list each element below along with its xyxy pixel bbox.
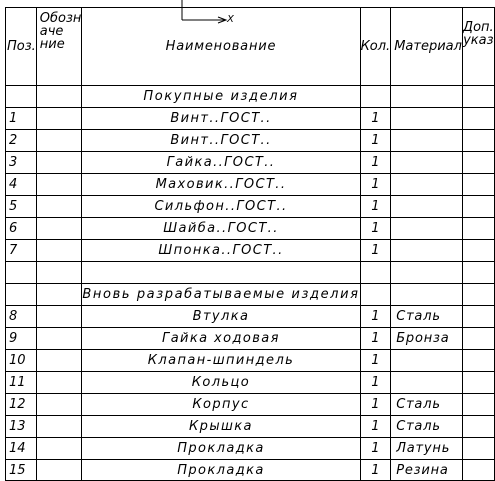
row-name: Кольцо — [82, 372, 360, 394]
row-name: Прокладка — [82, 460, 360, 481]
row-position: 4 — [6, 174, 37, 196]
row-extra-notes — [462, 174, 494, 196]
section-title-purchased: Покупные изделия — [82, 86, 360, 108]
row-position: 2 — [6, 130, 37, 152]
row-position: 6 — [6, 218, 37, 240]
row-quantity: 1 — [360, 328, 391, 350]
row-extra-notes — [462, 306, 494, 328]
row-quantity: 1 — [360, 416, 391, 438]
row-quantity: 1 — [360, 152, 391, 174]
row-position: 1 — [6, 108, 37, 130]
row-name: Винт..ГОСТ.. — [82, 108, 360, 130]
row-quantity: 1 — [360, 196, 391, 218]
row-extra-notes — [462, 218, 494, 240]
row-designation — [36, 108, 82, 130]
row-position: 13 — [6, 416, 37, 438]
row-designation — [36, 416, 82, 438]
section-row-purchased — [6, 86, 495, 108]
row-designation — [36, 438, 82, 460]
row-extra-notes — [462, 328, 494, 350]
row-material — [391, 218, 463, 240]
row-designation — [36, 218, 82, 240]
section-title-developed: Вновь разрабатываемые изделия — [82, 284, 360, 306]
row-name: Крышка — [82, 416, 360, 438]
header-material: Материал — [391, 8, 463, 86]
table-row — [6, 108, 495, 130]
row-extra-notes — [462, 152, 494, 174]
table-row — [6, 152, 495, 174]
table-row — [6, 394, 495, 416]
row-name: Маховик..ГОСТ.. — [82, 174, 360, 196]
row-extra-notes — [462, 438, 494, 460]
row-extra-notes — [462, 372, 494, 394]
row-extra-notes — [462, 416, 494, 438]
table-row — [6, 306, 495, 328]
row-designation — [36, 372, 82, 394]
header-row — [6, 8, 495, 86]
row-material: Резина — [391, 460, 463, 481]
row-quantity: 1 — [360, 460, 391, 481]
row-position: 10 — [6, 350, 37, 372]
row-name: Прокладка — [82, 438, 360, 460]
row-quantity: 1 — [360, 130, 391, 152]
section-row-developed — [6, 284, 495, 306]
row-name: Втулка — [82, 306, 360, 328]
header-designation: Обозн аче ние — [36, 8, 82, 86]
row-quantity: 1 — [360, 306, 391, 328]
row-position: 7 — [6, 240, 37, 262]
row-material — [391, 350, 463, 372]
row-material — [391, 372, 463, 394]
row-material — [391, 196, 463, 218]
table-row — [6, 174, 495, 196]
row-designation — [36, 174, 82, 196]
table-row — [6, 460, 495, 481]
row-name: Шайба..ГОСТ.. — [82, 218, 360, 240]
row-position: 14 — [6, 438, 37, 460]
row-designation — [36, 460, 82, 481]
row-extra-notes — [462, 350, 494, 372]
row-extra-notes — [462, 108, 494, 130]
row-quantity: 1 — [360, 438, 391, 460]
table-row — [6, 372, 495, 394]
row-extra-notes — [462, 130, 494, 152]
header-extra-notes: Доп. указ — [462, 8, 494, 86]
row-material: Латунь — [391, 438, 463, 460]
table-row — [6, 438, 495, 460]
row-extra-notes — [462, 460, 494, 481]
specification-table — [5, 7, 495, 481]
row-position: 15 — [6, 460, 37, 481]
row-designation — [36, 328, 82, 350]
table-row — [6, 196, 495, 218]
row-name: Шпонка..ГОСТ.. — [82, 240, 360, 262]
row-position: 8 — [6, 306, 37, 328]
row-name: Клапан-шпиндель — [82, 350, 360, 372]
table-row — [6, 240, 495, 262]
row-quantity: 1 — [360, 372, 391, 394]
header-name: Наименование — [82, 8, 360, 86]
row-position: 9 — [6, 328, 37, 350]
table-row — [6, 218, 495, 240]
row-quantity: 1 — [360, 108, 391, 130]
table-row — [6, 350, 495, 372]
row-extra-notes — [462, 196, 494, 218]
header-position: Поз. — [6, 8, 37, 86]
row-material — [391, 240, 463, 262]
row-material: Бронза — [391, 328, 463, 350]
header-quantity: Кол. — [360, 8, 391, 86]
row-quantity: 1 — [360, 394, 391, 416]
row-position: 12 — [6, 394, 37, 416]
table-row — [6, 416, 495, 438]
row-designation — [36, 130, 82, 152]
row-designation — [36, 152, 82, 174]
row-material — [391, 174, 463, 196]
row-designation — [36, 306, 82, 328]
row-quantity: 1 — [360, 218, 391, 240]
table-row — [6, 130, 495, 152]
row-name: Сильфон..ГОСТ.. — [82, 196, 360, 218]
row-position: 11 — [6, 372, 37, 394]
row-name: Корпус — [82, 394, 360, 416]
row-designation — [36, 350, 82, 372]
row-designation — [36, 240, 82, 262]
row-quantity: 1 — [360, 174, 391, 196]
row-material: Сталь — [391, 394, 463, 416]
leader-x-label: X — [227, 14, 234, 25]
table-row — [6, 328, 495, 350]
row-position: 5 — [6, 196, 37, 218]
row-material — [391, 130, 463, 152]
row-designation — [36, 196, 82, 218]
row-quantity: 1 — [360, 240, 391, 262]
row-name: Винт..ГОСТ.. — [82, 130, 360, 152]
blank-row — [6, 262, 495, 284]
row-material: Сталь — [391, 306, 463, 328]
row-designation — [36, 394, 82, 416]
row-material — [391, 152, 463, 174]
row-material: Сталь — [391, 416, 463, 438]
row-material — [391, 108, 463, 130]
row-extra-notes — [462, 394, 494, 416]
row-extra-notes — [462, 240, 494, 262]
row-position: 3 — [6, 152, 37, 174]
row-quantity: 1 — [360, 350, 391, 372]
row-name: Гайка..ГОСТ.. — [82, 152, 360, 174]
row-name: Гайка ходовая — [82, 328, 360, 350]
